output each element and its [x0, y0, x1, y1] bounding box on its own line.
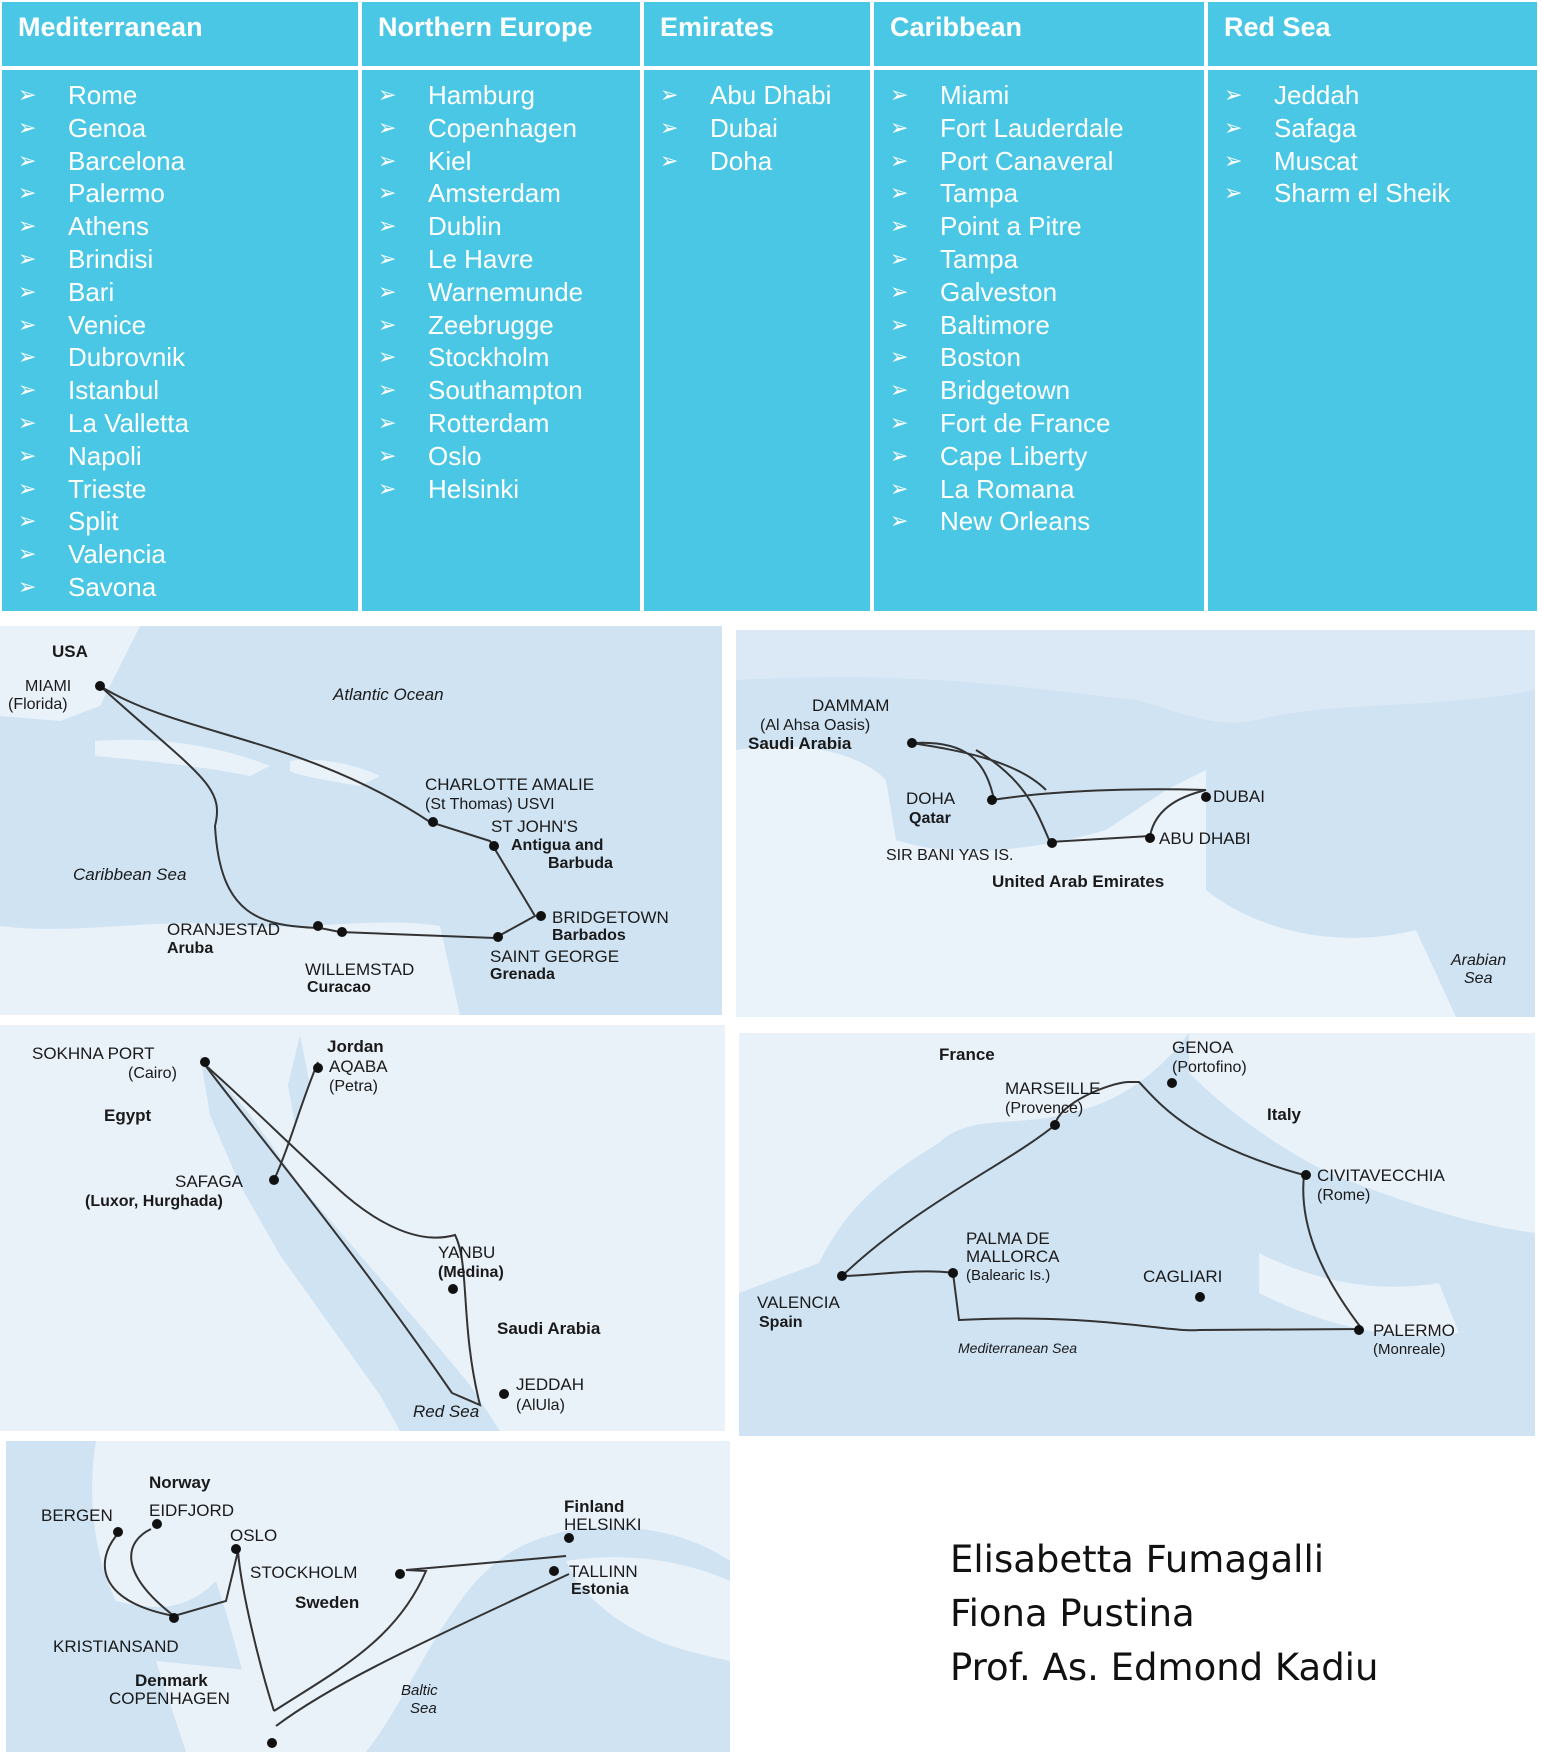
port-kristiansand	[169, 1613, 179, 1623]
arrow-bullet-icon: ➢	[890, 344, 909, 370]
arrow-bullet-icon: ➢	[378, 278, 397, 304]
label: SAFAGA	[175, 1172, 244, 1191]
arrow-bullet-icon: ➢	[378, 475, 397, 501]
arrow-bullet-icon: ➢	[1224, 114, 1243, 140]
port-tallinn	[549, 1566, 559, 1576]
city-name: Amsterdam	[428, 178, 561, 209]
list-item	[2, 538, 358, 571]
label: BRIDGETOWN	[552, 908, 669, 927]
arrow-bullet-icon: ➢	[18, 114, 37, 140]
label: Sea	[410, 1700, 437, 1717]
arrow-bullet-icon: ➢	[18, 475, 37, 501]
list-item	[874, 177, 1204, 210]
label: Jordan	[327, 1037, 384, 1056]
list-item	[2, 145, 358, 178]
city-name: Dubrovnik	[68, 342, 186, 373]
arrow-bullet-icon: ➢	[18, 541, 37, 567]
label: Italy	[1267, 1105, 1302, 1124]
city-name: Copenhagen	[428, 112, 577, 143]
label: Caribbean Sea	[73, 865, 187, 884]
city-name: Venice	[68, 309, 147, 340]
list-item	[2, 571, 358, 604]
city-name: Tampa	[940, 178, 1019, 209]
label: (Petra)	[329, 1078, 378, 1095]
label: PALERMO	[1373, 1321, 1455, 1340]
city-name: Point a Pitre	[940, 211, 1082, 242]
list-item	[362, 440, 640, 473]
city-name: La Valletta	[68, 407, 189, 438]
authors-block	[950, 1533, 1378, 1695]
city-name: Trieste	[68, 473, 147, 504]
label: STOCKHOLM	[250, 1563, 358, 1582]
arrow-bullet-icon: ➢	[890, 409, 909, 435]
label: Egypt	[104, 1106, 152, 1125]
city-name: Tampa	[940, 243, 1019, 274]
city-name: Doha	[710, 145, 773, 176]
list-item	[644, 145, 870, 178]
label: (Balearic Is.)	[966, 1267, 1051, 1284]
port-dubai	[1201, 792, 1211, 802]
label: (Cairo)	[128, 1065, 177, 1082]
label: CIVITAVECCHIA	[1317, 1166, 1445, 1185]
label: DUBAI	[1213, 787, 1265, 806]
city-name: Brindisi	[68, 243, 154, 274]
city-name: Port Canaveral	[940, 145, 1114, 176]
label: Saudi Arabia	[497, 1319, 601, 1338]
arrow-bullet-icon: ➢	[890, 278, 909, 304]
label: (Monreale)	[1373, 1341, 1446, 1358]
arrow-bullet-icon: ➢	[18, 278, 37, 304]
label: EIDFJORD	[149, 1501, 234, 1520]
label: SAINT GEORGE	[490, 947, 620, 966]
label: COPENHAGEN	[109, 1689, 230, 1708]
list-item	[362, 341, 640, 374]
label: (Florida)	[8, 696, 68, 713]
label: DAMMAM	[812, 696, 890, 715]
port-bridgetown	[536, 911, 546, 921]
label: Atlantic Ocean	[333, 685, 444, 704]
arrow-bullet-icon: ➢	[18, 409, 37, 435]
city-name: Le Havre	[428, 243, 534, 274]
port-miami	[95, 681, 105, 691]
city-name: Hamburg	[428, 80, 535, 110]
label: Curacao	[307, 979, 372, 996]
label: VALENCIA	[757, 1293, 840, 1312]
port-saint-george	[493, 932, 503, 942]
arrow-bullet-icon: ➢	[660, 114, 679, 140]
list-item	[874, 112, 1204, 145]
arrow-bullet-icon: ➢	[378, 147, 397, 173]
city-name: Fort de France	[940, 407, 1111, 438]
city-name: Oslo	[428, 440, 482, 471]
label: MALLORCA	[966, 1247, 1060, 1266]
city-name: Dubai	[710, 112, 778, 143]
port-oranjestad	[313, 921, 323, 931]
arrow-bullet-icon: ➢	[18, 180, 37, 206]
list-item	[874, 79, 1204, 112]
arrow-bullet-icon: ➢	[1224, 180, 1243, 206]
city-name: Stockholm	[428, 342, 550, 373]
port-willemstad	[337, 927, 347, 937]
list-item	[1208, 112, 1537, 145]
list-item	[2, 440, 358, 473]
arrow-bullet-icon: ➢	[1224, 147, 1243, 173]
column-caribbean	[874, 2, 1204, 611]
label: GENOA	[1172, 1038, 1234, 1057]
port-marseille	[1050, 1120, 1060, 1130]
port-dammam	[907, 738, 917, 748]
label: USA	[52, 642, 88, 661]
city-name: Abu Dhabi	[710, 80, 832, 110]
column-list	[644, 70, 870, 611]
label: PALMA DE	[966, 1229, 1050, 1248]
label: ABU DHABI	[1159, 829, 1251, 848]
caribbean-route-map	[0, 626, 722, 1015]
label: Saudi Arabia	[748, 734, 852, 753]
list-item	[362, 210, 640, 243]
arrow-bullet-icon: ➢	[890, 245, 909, 271]
column-header: Red Sea	[1208, 2, 1537, 66]
arrow-bullet-icon: ➢	[378, 344, 397, 370]
city-name: Jeddah	[1274, 80, 1360, 110]
list-item	[2, 210, 358, 243]
arrow-bullet-icon: ➢	[378, 180, 397, 206]
list-item	[874, 407, 1204, 440]
city-name: Helsinki	[428, 473, 520, 504]
city-name: Southampton	[428, 375, 583, 406]
list-item	[362, 177, 640, 210]
column-list	[362, 70, 640, 611]
list-item	[874, 341, 1204, 374]
label: France	[939, 1045, 995, 1064]
arrow-bullet-icon: ➢	[378, 442, 397, 468]
label: AQABA	[329, 1057, 388, 1076]
list-item	[2, 79, 358, 112]
list-item	[2, 276, 358, 309]
arrow-bullet-icon: ➢	[18, 508, 37, 534]
port-doha	[987, 795, 997, 805]
port-bergen	[113, 1527, 123, 1537]
label: Aruba	[167, 940, 214, 957]
port-cagliari	[1195, 1292, 1205, 1302]
list-item	[2, 177, 358, 210]
label: KRISTIANSAND	[53, 1637, 179, 1656]
city-name: Dublin	[428, 211, 502, 242]
city-name: Bari	[68, 276, 115, 307]
arrow-bullet-icon: ➢	[378, 213, 397, 239]
list-item	[2, 505, 358, 538]
city-name: Muscat	[1274, 145, 1358, 176]
author-name: Elisabetta Fumagalli	[950, 1538, 1325, 1581]
arrow-bullet-icon: ➢	[378, 245, 397, 271]
label: (Medina)	[438, 1264, 504, 1281]
label: Spain	[759, 1314, 803, 1331]
city-name: Zeebrugge	[428, 309, 554, 340]
list-item	[2, 243, 358, 276]
list-item	[874, 440, 1204, 473]
port-aqaba	[313, 1063, 323, 1073]
label: Sea	[1464, 970, 1493, 987]
port-eidfjord	[152, 1519, 162, 1529]
list-item	[644, 79, 870, 112]
list-item	[2, 407, 358, 440]
city-name: Palermo	[68, 178, 165, 209]
list-item	[874, 276, 1204, 309]
label: Barbados	[552, 927, 626, 944]
label: (Rome)	[1317, 1187, 1371, 1204]
city-name: Barcelona	[68, 145, 186, 176]
author-name: Fiona Pustina	[950, 1592, 1195, 1635]
column-list	[1208, 70, 1537, 611]
arrow-bullet-icon: ➢	[18, 442, 37, 468]
list-item	[362, 473, 640, 506]
label: OSLO	[230, 1526, 278, 1545]
port-genoa	[1167, 1078, 1177, 1088]
arrow-bullet-icon: ➢	[890, 82, 909, 107]
list-item	[874, 473, 1204, 506]
arrow-bullet-icon: ➢	[890, 475, 909, 501]
port-sir-bani-yas	[1047, 838, 1057, 848]
list-item	[1208, 145, 1537, 178]
label: United Arab Emirates	[992, 872, 1165, 891]
arrow-bullet-icon: ➢	[378, 82, 397, 107]
author-name: Prof. As. Edmond Kadiu	[950, 1646, 1379, 1689]
arrow-bullet-icon: ➢	[18, 344, 37, 370]
city-name: Athens	[68, 211, 149, 242]
arrow-bullet-icon: ➢	[890, 508, 909, 534]
arrow-bullet-icon: ➢	[890, 180, 909, 206]
list-item	[874, 243, 1204, 276]
list-item	[2, 473, 358, 506]
arrow-bullet-icon: ➢	[890, 213, 909, 239]
column-header: Caribbean	[874, 2, 1204, 66]
column-red-sea	[1208, 2, 1537, 611]
city-name: Valencia	[68, 539, 166, 570]
label: Antigua and	[511, 837, 604, 854]
port-oslo	[231, 1544, 241, 1554]
label: Estonia	[571, 1581, 629, 1598]
city-name: Rotterdam	[428, 407, 550, 438]
list-item	[874, 505, 1204, 538]
label: DOHA	[906, 789, 956, 808]
arrow-bullet-icon: ➢	[890, 377, 909, 403]
arrow-bullet-icon: ➢	[18, 245, 37, 271]
list-item	[362, 145, 640, 178]
port-abu-dhabi	[1145, 833, 1155, 843]
city-name: Baltimore	[940, 309, 1050, 340]
column-header: Emirates	[644, 2, 870, 66]
list-item	[362, 407, 640, 440]
label: ORANJESTAD	[167, 920, 281, 939]
label: HELSINKI	[564, 1515, 642, 1534]
list-item	[362, 79, 640, 112]
city-name: Warnemunde	[428, 276, 584, 307]
port-stockholm	[395, 1569, 405, 1579]
list-item	[874, 145, 1204, 178]
arrow-bullet-icon: ➢	[890, 311, 909, 337]
label: Red Sea	[413, 1402, 480, 1421]
city-name: Safaga	[1274, 112, 1357, 143]
label: CHARLOTTE AMALIE	[425, 775, 595, 794]
column-northern-europe	[362, 2, 640, 611]
label: Barbuda	[548, 855, 613, 872]
label: Mediterranean Sea	[958, 1340, 1078, 1356]
column-header: Mediterranean	[2, 2, 358, 66]
label: (Provence)	[1005, 1100, 1084, 1117]
arrow-bullet-icon: ➢	[890, 114, 909, 140]
city-name: Rome	[68, 80, 138, 110]
city-name: La Romana	[940, 473, 1075, 504]
list-item	[362, 243, 640, 276]
label: (AlUla)	[516, 1397, 565, 1414]
arrow-bullet-icon: ➢	[18, 213, 37, 239]
column-header: Northern Europe	[362, 2, 640, 66]
list-item	[362, 309, 640, 342]
label: Arabian	[1451, 952, 1507, 969]
column-list	[874, 70, 1204, 611]
label: Qatar	[909, 810, 951, 827]
city-name: Split	[68, 506, 119, 537]
label: (Luxor, Hurghada)	[85, 1193, 223, 1210]
mediterranean-route-map	[739, 1033, 1535, 1436]
arrow-bullet-icon: ➢	[18, 147, 37, 173]
label: TALLINN	[569, 1562, 638, 1581]
city-name: Cape Liberty	[940, 440, 1088, 471]
port-helsinki	[564, 1533, 574, 1543]
port-sokhna	[200, 1057, 210, 1067]
label: WILLEMSTAD	[305, 960, 415, 979]
label: SIR BANI YAS IS.	[886, 847, 1014, 864]
label: YANBU	[438, 1243, 496, 1262]
port-palermo	[1354, 1325, 1364, 1335]
label: ST JOHN'S	[491, 817, 579, 836]
northern-europe-route-map	[6, 1441, 730, 1752]
port-safaga	[269, 1175, 279, 1185]
list-item	[874, 210, 1204, 243]
city-name: Napoli	[68, 440, 142, 471]
city-name: Istanbul	[68, 375, 160, 406]
list-item	[644, 112, 870, 145]
port-valencia	[837, 1271, 847, 1281]
arrow-bullet-icon: ➢	[18, 82, 37, 107]
city-name: Bridgetown	[940, 375, 1071, 406]
arrow-bullet-icon: ➢	[378, 311, 397, 337]
port-civitavecchia	[1301, 1170, 1311, 1180]
column-mediterranean	[2, 2, 358, 611]
port-charlotte-amalie	[428, 817, 438, 827]
list-item	[1208, 79, 1537, 112]
arrow-bullet-icon: ➢	[378, 377, 397, 403]
list-item	[362, 276, 640, 309]
arrow-bullet-icon: ➢	[378, 409, 397, 435]
list-item	[2, 341, 358, 374]
city-name: Savona	[68, 571, 157, 602]
port-copenhagen	[267, 1738, 277, 1748]
list-item	[2, 112, 358, 145]
arrow-bullet-icon: ➢	[18, 377, 37, 403]
city-name: Kiel	[428, 145, 472, 176]
port-jeddah	[499, 1389, 509, 1399]
list-item	[362, 112, 640, 145]
list-item	[2, 309, 358, 342]
arrow-bullet-icon: ➢	[890, 442, 909, 468]
city-name: Fort Lauderdale	[940, 112, 1124, 143]
label: Sweden	[295, 1593, 360, 1612]
label: Denmark	[135, 1671, 208, 1690]
city-name: Sharm el Sheik	[1274, 178, 1451, 209]
arrow-bullet-icon: ➢	[1224, 82, 1243, 107]
arrow-bullet-icon: ➢	[660, 82, 679, 107]
emirates-route-map	[736, 630, 1535, 1017]
list-item	[874, 309, 1204, 342]
label: Finland	[564, 1497, 625, 1516]
arrow-bullet-icon: ➢	[18, 573, 37, 599]
city-name: Boston	[940, 342, 1021, 373]
column-emirates	[644, 2, 870, 611]
arrow-bullet-icon: ➢	[378, 114, 397, 140]
port-yanbu	[448, 1284, 458, 1294]
label: Baltic	[401, 1682, 438, 1699]
label: MIAMI	[25, 678, 72, 695]
label: CAGLIARI	[1143, 1267, 1223, 1286]
list-item	[2, 374, 358, 407]
destinations-table	[2, 2, 1537, 611]
label: SOKHNA PORT	[32, 1044, 155, 1063]
column-list	[2, 70, 358, 611]
label: Grenada	[490, 966, 555, 983]
list-item	[1208, 177, 1537, 210]
port-palma	[948, 1268, 958, 1278]
arrow-bullet-icon: ➢	[660, 147, 679, 173]
city-name: New Orleans	[940, 506, 1091, 537]
label: (St Thomas) USVI	[425, 796, 555, 813]
label: Norway	[149, 1473, 211, 1492]
red-sea-route-map	[0, 1025, 725, 1431]
label: (Al Ahsa Oasis)	[760, 717, 871, 734]
arrow-bullet-icon: ➢	[890, 147, 909, 173]
list-item	[874, 374, 1204, 407]
arrow-bullet-icon: ➢	[18, 311, 37, 337]
label: (Portofino)	[1172, 1059, 1247, 1076]
port-st-johns	[489, 841, 499, 851]
city-name: Miami	[940, 80, 1010, 110]
label: BERGEN	[41, 1506, 113, 1525]
city-name: Galveston	[940, 276, 1058, 307]
city-name: Genoa	[68, 112, 147, 143]
label: MARSEILLE	[1005, 1079, 1101, 1098]
label: JEDDAH	[516, 1375, 585, 1394]
list-item	[362, 374, 640, 407]
